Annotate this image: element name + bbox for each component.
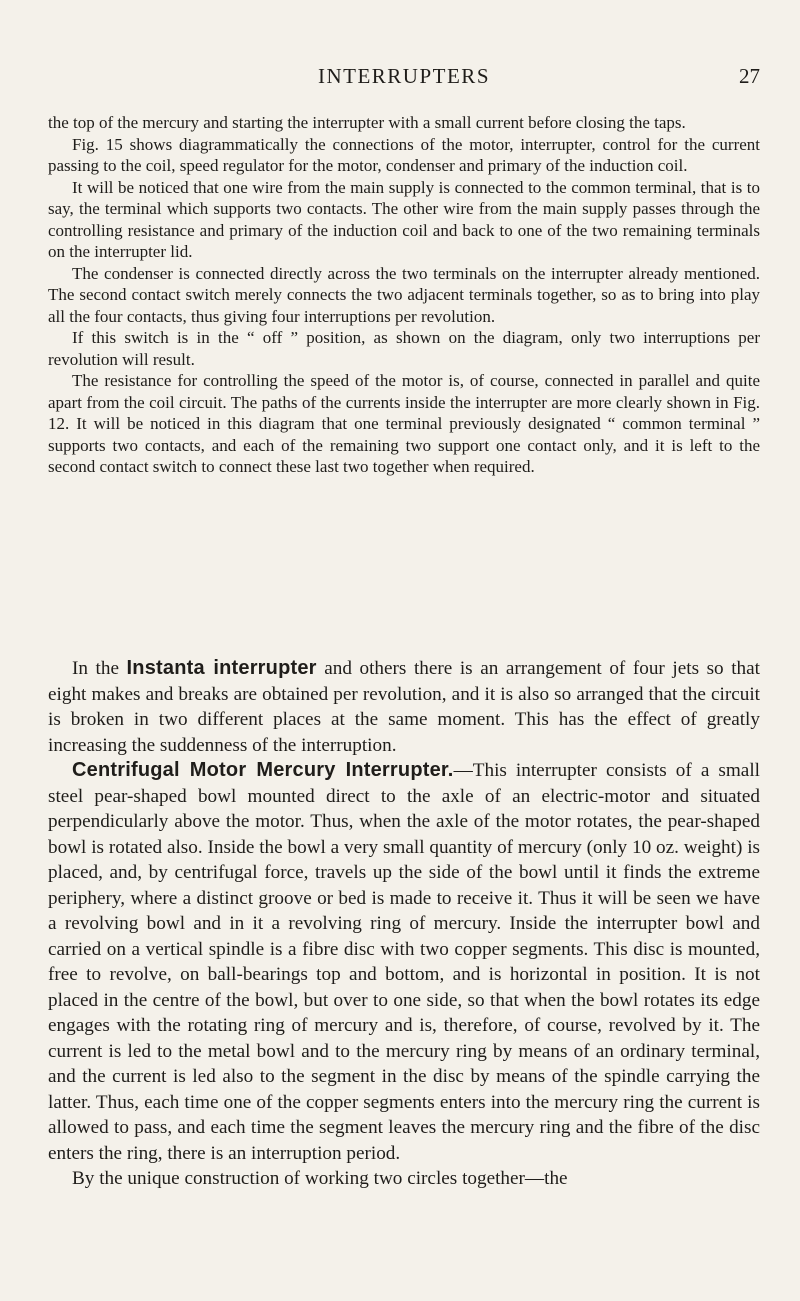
paragraph-fig15: Fig. 15 shows diagrammatically the connections of the motor, interrupter, control for the current passing to the coil, speed regulator for the motor, condenser and primary of the induction coil. (48, 134, 760, 175)
page-header-title: INTERRUPTERS (317, 64, 490, 88)
instanta-lead: In the (72, 658, 127, 679)
small-text-section (48, 112, 760, 478)
paragraph-final-line: By the unique construction of working two circles together—the (72, 1168, 568, 1189)
section-heading-centrifugal: Centrifugal Motor Mercury Interrupter. (72, 759, 454, 781)
paragraph-resistance: The resistance for controlling the speed of the motor is, of course, connected in parallel and quite apart from the coil circuit. The paths of the currents inside the interrupter are more clearly shown in Fig. 12. It will be noticed in this diagram that one terminal previously designated “ common terminal ” supports two contacts, and each of the remaining two support one contact only, and it is left to the second contact switch to connect these last two together when required. (48, 371, 760, 476)
instanta-interrupter-term: Instanta interrupter (126, 657, 317, 679)
paragraph-instanta (48, 656, 760, 758)
paragraph-condenser: The condenser is connected directly across the two terminals on the interrupter already mentioned. The second contact switch merely connects the two adjacent terminals together, so as to bring into play all the four contacts, thus giving four interruptions per revolution. (48, 263, 760, 326)
paragraph-main-supply: It will be noticed that one wire from the main supply is connected to the common terminal, that is to say, the terminal which supports two contacts. The other wire from the main supply passes through the controlling resistance and primary of the induction coil and back to one of the two remaining terminals on the interrupter lid. (48, 177, 760, 261)
large-text-section (48, 656, 760, 1192)
instanta-body: and others there is an arrangement of four jets so that eight makes and breaks are obtained per revolution, and it is also so arranged that the circuit is broken in two different places at the same moment. This has the effect of greatly increasing the suddenness of the interruption. (48, 658, 760, 756)
page-number: 27 (739, 64, 760, 88)
paragraph-continuation: the top of the mercury and starting the interrupter with a small current before closing the taps. (48, 113, 686, 132)
centrifugal-body: —This interrupter consists of a small steel pear-shaped bowl mounted direct to the axle of an electric-motor and situated perpendicularly above the motor. Thus, when the axle of the motor rotates, the pear-shaped bowl is rotated also. Inside the bowl a very small quantity of mercury (only 10 oz. weight) is placed, and, by centrifugal force, travels up the side of the bowl until it finds the extreme periphery, where a distinct groove or bed is made to receive it. Thus it will be seen we have a revolving bowl and in it a revolving ring of mercury. Inside the interrupter bowl and carried on a vertical spindle is a fibre disc with two copper segments. This disc is mounted, free to revolve, on ball-bearings top and bottom, and is horizontal in position. It is not placed in the centre of the bowl, but over to one side, so that when the bowl rotates its edge engages with the rotating ring of mercury and is, therefore, of course, revolved by it. The current is led to the metal bowl and to the mercury ring by means of an ordinary terminal, and the current is led also to the segment in the disc by means of the spindle carrying the latter. Thus, each time one of the copper segments enters into the mercury ring the current is allowed to pass, and each time the segment leaves the mercury ring and the fibre of the disc enters the ring, there is an interruption period. (48, 760, 760, 1164)
paragraph-centrifugal (48, 758, 760, 1166)
paragraph-off-position: If this switch is in the “ off ” position, as shown on the diagram, only two interruptions per revolution will result. (48, 328, 760, 369)
running-head (48, 64, 760, 92)
